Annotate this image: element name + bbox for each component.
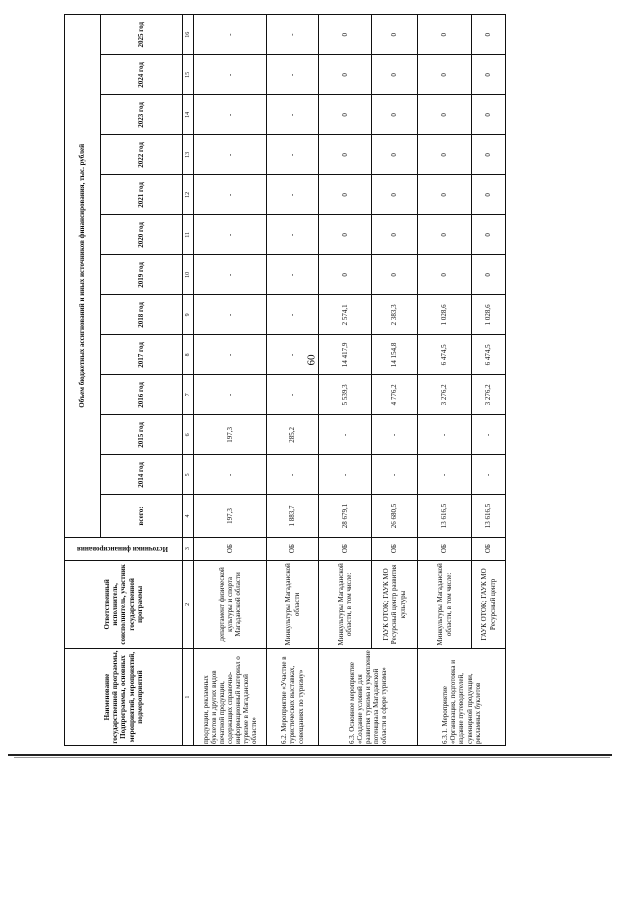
- cell-value: 0: [319, 175, 372, 215]
- cell-value: 1 028,6: [418, 295, 472, 335]
- cell-value: -: [194, 335, 267, 375]
- header-year: 2023 год: [101, 95, 183, 135]
- cell-total: 26 680,5: [372, 495, 418, 537]
- cell-value: -: [194, 255, 267, 295]
- index-cell: 6: [183, 415, 194, 455]
- cell-value: 0: [418, 255, 472, 295]
- cell-value: 0: [418, 175, 472, 215]
- cell-value: -: [194, 175, 267, 215]
- cell-value: -: [267, 95, 319, 135]
- table-row: [418, 15, 472, 746]
- cell-value: 3 276,2: [418, 375, 472, 415]
- index-cell: 12: [183, 175, 194, 215]
- cell-value: 0: [472, 175, 506, 215]
- cell-value: -: [267, 215, 319, 255]
- cell-executor: Минкультуры Магаданской области, в том числе:: [319, 560, 372, 648]
- cell-value: 1 028,6: [472, 295, 506, 335]
- cell-source: ОБ: [418, 537, 472, 560]
- cell-value: 0: [472, 95, 506, 135]
- cell-value: -: [194, 95, 267, 135]
- cell-value: -: [267, 375, 319, 415]
- header-year: 2022 год: [101, 135, 183, 175]
- cell-value: 0: [418, 55, 472, 95]
- funding-table-wrapper: [64, 14, 561, 746]
- cell-value: -: [472, 415, 506, 455]
- index-cell: 11: [183, 215, 194, 255]
- cell-value: -: [267, 295, 319, 335]
- table-row: [194, 15, 267, 746]
- index-cell: 10: [183, 255, 194, 295]
- cell-source: ОБ: [472, 537, 506, 560]
- cell-value: 0: [472, 135, 506, 175]
- cell-value: -: [472, 455, 506, 495]
- cell-value: 0: [472, 215, 506, 255]
- index-cell: 8: [183, 335, 194, 375]
- cell-value: -: [267, 335, 319, 375]
- table-row: [472, 15, 506, 746]
- header-year: 2020 год: [101, 215, 183, 255]
- cell-name: 6.2. Мероприятие «Участие в туристических выставках, совещаниях по туризму»: [267, 649, 319, 746]
- cell-value: -: [194, 135, 267, 175]
- cell-value: 0: [418, 135, 472, 175]
- cell-value: -: [194, 455, 267, 495]
- table-row: [267, 15, 319, 746]
- cell-value: 0: [372, 215, 418, 255]
- cell-value: 0: [418, 95, 472, 135]
- cell-value: -: [194, 55, 267, 95]
- cell-executor: ГАУК ОТОК; ГАУК МО Ресурсный центр: [472, 560, 506, 648]
- cell-value: -: [267, 55, 319, 95]
- cell-value: 2 383,3: [372, 295, 418, 335]
- cell-value: 0: [319, 135, 372, 175]
- cell-value: 197,3: [194, 415, 267, 455]
- cell-value: 0: [418, 15, 472, 55]
- cell-value: -: [267, 175, 319, 215]
- page-divider: [8, 754, 612, 756]
- funding-table: [64, 14, 506, 746]
- cell-value: -: [267, 135, 319, 175]
- cell-value: -: [267, 455, 319, 495]
- cell-value: -: [267, 15, 319, 55]
- header-year: 2018 год: [101, 295, 183, 335]
- cell-value: -: [319, 415, 372, 455]
- index-cell: 4: [183, 495, 194, 537]
- cell-total: 197,3: [194, 495, 267, 537]
- header-total: всего:: [101, 495, 183, 537]
- table-row: [372, 15, 418, 746]
- cell-value: -: [267, 255, 319, 295]
- cell-executor: Минкультуры Магаданской области: [267, 560, 319, 648]
- index-cell: 2: [183, 560, 194, 648]
- cell-source: ОБ: [267, 537, 319, 560]
- cell-value: -: [372, 415, 418, 455]
- cell-value: 0: [372, 255, 418, 295]
- cell-value: 0: [418, 215, 472, 255]
- cell-source: ОБ: [372, 537, 418, 560]
- index-cell: 1: [183, 649, 194, 746]
- cell-total: 28 679,1: [319, 495, 372, 537]
- header-year: 2019 год: [101, 255, 183, 295]
- cell-name: продукции, рекламных буклетов и других видов печатной продукции, содержащих справочно-информационный материал о туризме в Магаданской области»: [194, 649, 267, 746]
- cell-value: 4 776,2: [372, 375, 418, 415]
- header-year: 2015 год: [101, 415, 183, 455]
- header-year: 2025 год: [101, 15, 183, 55]
- cell-value: -: [418, 415, 472, 455]
- cell-value: 0: [472, 55, 506, 95]
- header-year: 2021 год: [101, 175, 183, 215]
- header-source-label: Источники финансирования: [76, 544, 168, 553]
- cell-value: 0: [319, 95, 372, 135]
- cell-value: -: [194, 215, 267, 255]
- cell-value: 0: [319, 15, 372, 55]
- header-name: Наименование государственной программы, Подпрограммы, основных мероприятий, мероприятий, подмероприятий: [65, 649, 183, 746]
- cell-value: 5 539,3: [319, 375, 372, 415]
- cell-total: 1 883,7: [267, 495, 319, 537]
- cell-value: 0: [319, 215, 372, 255]
- header-year: 2014 год: [101, 455, 183, 495]
- index-cell: 15: [183, 55, 194, 95]
- cell-value: -: [418, 455, 472, 495]
- cell-value: 6 474,5: [418, 335, 472, 375]
- cell-value: 285,2: [267, 415, 319, 455]
- cell-value: 3 276,2: [472, 375, 506, 415]
- cell-value: 0: [372, 135, 418, 175]
- cell-total: 13 616,5: [418, 495, 472, 537]
- cell-source: ОБ: [194, 537, 267, 560]
- cell-value: 6 474,5: [472, 335, 506, 375]
- cell-value: -: [372, 455, 418, 495]
- page-number: 60: [305, 354, 318, 366]
- cell-name: 6.3. Основное мероприятие «Создание условий для развития туризма и укрепление потенциала Магаданской области в сфере туризма»: [319, 649, 418, 746]
- cell-value: -: [194, 375, 267, 415]
- header-year: 2024 год: [101, 55, 183, 95]
- cell-value: 0: [319, 255, 372, 295]
- cell-total: 13 616,5: [472, 495, 506, 537]
- header-year: 2016 год: [101, 375, 183, 415]
- cell-value: 0: [472, 15, 506, 55]
- cell-value: -: [194, 15, 267, 55]
- cell-value: 0: [472, 255, 506, 295]
- index-cell: 16: [183, 15, 194, 55]
- cell-value: 14 154,8: [372, 335, 418, 375]
- cell-value: 0: [372, 15, 418, 55]
- cell-executor: Минкультуры Магаданской области, в том числе:: [418, 560, 472, 648]
- cell-name: 6.3.1. Мероприятие «Организация, подготовка и издание путеводителей, сувенирной продукции, рекламных буклетов: [418, 649, 506, 746]
- cell-value: 0: [372, 95, 418, 135]
- header-year: 2017 год: [101, 335, 183, 375]
- header-executor: Ответственный исполнитель, соисполнитель, участник государственной программы: [65, 560, 183, 648]
- cell-value: 14 417,9: [319, 335, 372, 375]
- cell-executor: департамент физической культуры и спорта Магаданской области: [194, 560, 267, 648]
- cell-value: 0: [319, 55, 372, 95]
- cell-value: 0: [372, 175, 418, 215]
- index-cell: 3: [183, 537, 194, 560]
- index-cell: 7: [183, 375, 194, 415]
- cell-source: ОБ: [319, 537, 372, 560]
- cell-value: 0: [372, 55, 418, 95]
- cell-value: -: [194, 295, 267, 335]
- cell-value: 2 574,1: [319, 295, 372, 335]
- header-funding-group: Объем бюджетных ассигнований и иных источников финансирования, тыс. рублей: [65, 15, 101, 538]
- index-cell: 14: [183, 95, 194, 135]
- table-row: [319, 15, 372, 746]
- index-cell: 13: [183, 135, 194, 175]
- cell-executor: ГАУК ОТОК; ГАУК МО Ресурсный центр развития культуры: [372, 560, 418, 648]
- index-cell: 5: [183, 455, 194, 495]
- cell-value: -: [319, 455, 372, 495]
- header-source: [65, 537, 183, 560]
- index-cell: 9: [183, 295, 194, 335]
- page-divider-thin: [14, 757, 610, 758]
